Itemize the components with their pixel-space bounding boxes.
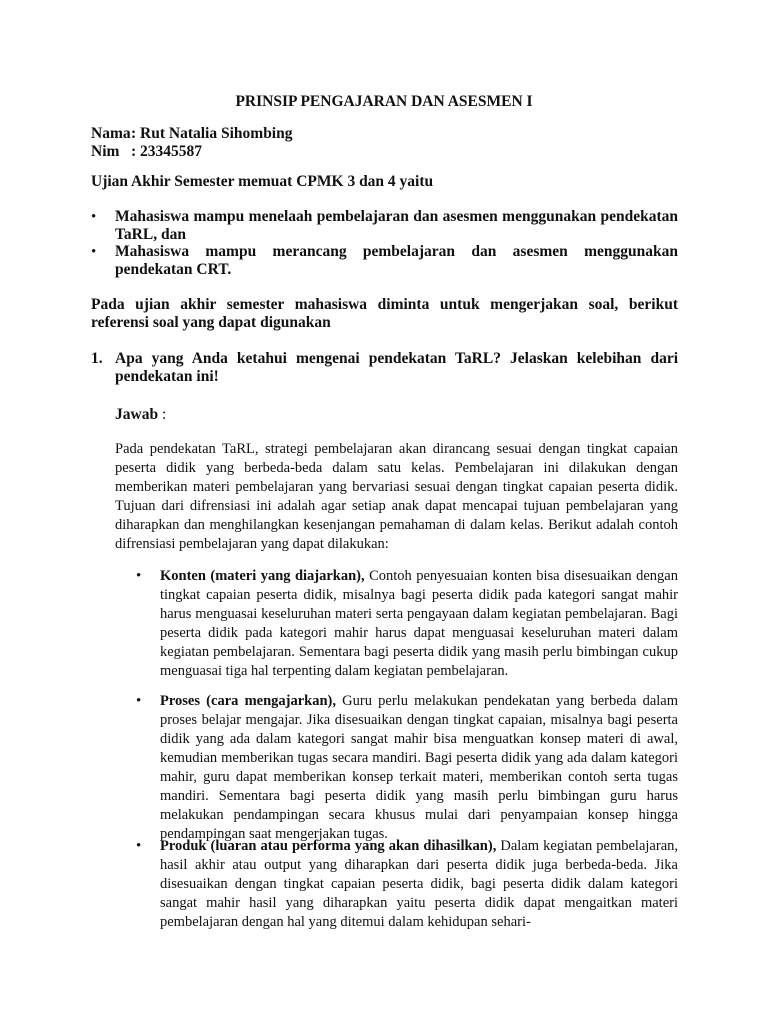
point-text: Dalam kegiatan pembelajaran, hasil akhir atau output yang diharapkan dari peserta didik juga berbeda-beda. Jika disesuaikan dengan tingkat capaian peserta didik, bagi peserta didik dalam kategori sangat mahir hasil yang diharapkan yaitu peserta didik dapat mengaitkan materi pembelajaran dengan hal yang ditemui dalam kehidupan sehari- bbox=[160, 838, 678, 930]
point-heading: Produk (luaran atau performa yang akan dihasilkan), bbox=[160, 838, 497, 854]
bullet-icon: • bbox=[136, 838, 142, 854]
nama-value: : Rut Natalia Sihombing bbox=[131, 125, 293, 142]
point-heading: Proses (cara mengajarkan), bbox=[160, 693, 336, 709]
point-text: Contoh penyesuaian konten bisa disesuaikan dengan tingkat capaian peserta didik, misalnya bagi peserta didik pada kategori sangat mahir harus menguasai keseluruhan materi serta pengayaan dalam kegiatan pembelajaran. Bagi peserta didik pada kategori mahir harus dapat menguasai keseluruhan materi dalam kegiatan pembelajaran. Sementara bagi peserta didik yang masih perlu bimbingan cukup menguasai tiga hal terpenting dalam kegiatan pembelajaran. bbox=[160, 568, 678, 679]
point-proses bbox=[160, 692, 678, 844]
student-identity bbox=[91, 125, 293, 161]
bullet-icon: • bbox=[136, 568, 142, 584]
point-heading: Konten (materi yang diajarkan), bbox=[160, 568, 365, 584]
bullet-icon: • bbox=[136, 693, 142, 709]
point-text: Guru perlu melakukan pendekatan yang berbeda dalam proses belajar mengajar. Jika disesuaikan dengan tingkat capaian, misalnya bagi peserta didik yang ada dalam kategori sangat mahir bisa menguatkan konsep materi di awal, kemudian memberikan tugas secara mandiri. Bagi peserta didik yang ada dalam kategori mahir, guru dapat memberikan konsep terkait materi, memberikan contoh serta tugas mandiri. Sementara bagi peserta didik yang masih perlu bimbingan guru harus melakukan pendampingan secara khusus mulai dari penyampaian konsep hingga pendampingan saat mengerjakan tugas. bbox=[160, 693, 678, 842]
jawab-label: Jawab bbox=[115, 406, 159, 423]
question-number: 1. bbox=[91, 350, 103, 367]
document-title: PRINSIP PENGAJARAN DAN ASESMEN I bbox=[235, 93, 533, 110]
intro-text: Ujian Akhir Semester memuat CPMK 3 dan 4 yaitu bbox=[91, 173, 434, 190]
nim-label: Nim bbox=[91, 143, 120, 160]
nim-row bbox=[91, 143, 293, 161]
instruction-text: Pada ujian akhir semester mahasiswa diminta untuk mengerjakan soal, berikut referensi soal yang dapat digunakan bbox=[91, 296, 678, 331]
jawab-line bbox=[115, 406, 166, 424]
nim-value: : 23345587 bbox=[131, 143, 203, 160]
point-konten bbox=[160, 567, 678, 681]
point-produk bbox=[160, 837, 678, 932]
bullet-icon: • bbox=[91, 209, 97, 225]
objective-item: Mahasiswa mampu merancang pembelajaran dan asesmen menggunakan pendekatan CRT. bbox=[115, 243, 678, 278]
nama-label: Nama bbox=[91, 125, 131, 142]
question-text: Apa yang Anda ketahui mengenai pendekatan TaRL? Jelaskan kelebihan dari pendekatan ini! bbox=[115, 350, 678, 385]
bullet-icon: • bbox=[91, 244, 97, 260]
answer-paragraph: Pada pendekatan TaRL, strategi pembelajaran akan dirancang sesuai dengan tingkat capaian peserta didik yang berbeda-beda dalam satu kelas. Pembelajaran ini dilakukan dengan memberikan materi pembelajaran yang bervariasi sesuai dengan tingkat capaian peserta didik. Tujuan dari difrensiasi ini adalah agar setiap anak dapat mencapai tujuan pembelajaran yang diharapkan dan menghilangkan kesenjangan pemahaman di dalam kelas. Berikut adalah contoh difrensiasi pembelajaran yang dapat dilakukan: bbox=[115, 441, 678, 552]
nama-row bbox=[91, 125, 293, 143]
jawab-colon: : bbox=[158, 406, 167, 423]
objective-item: Mahasiswa mampu menelaah pembelajaran dan asesmen menggunakan pendekatan TaRL, dan bbox=[115, 208, 678, 243]
